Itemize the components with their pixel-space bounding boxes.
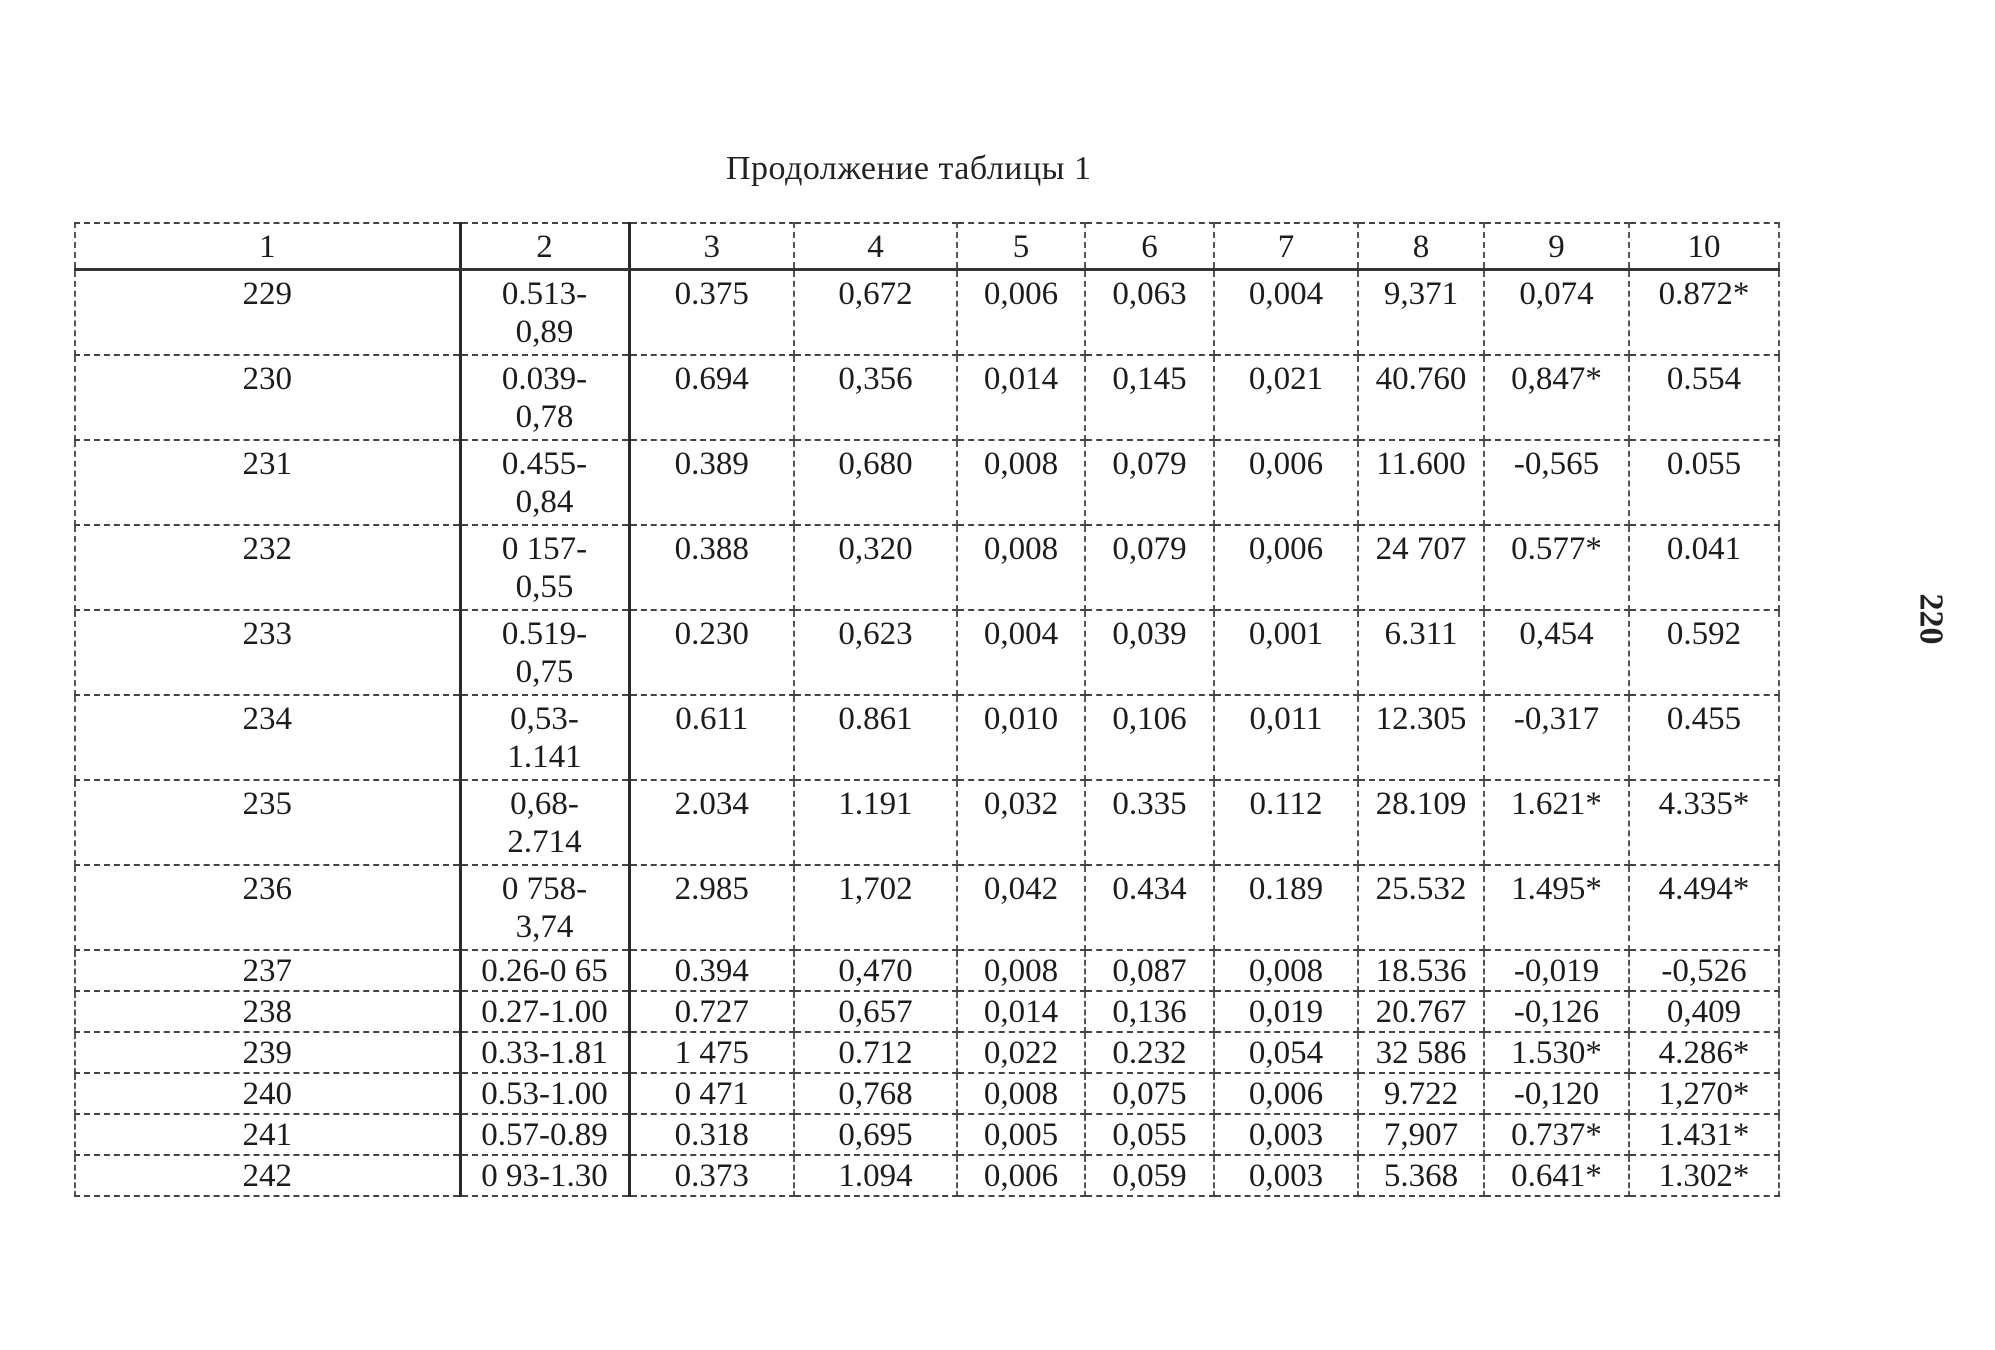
table-cell: 4.335* [1629,780,1779,865]
table-cell: 0 93-1.30 [460,1155,629,1196]
table-cell: 2.034 [629,780,794,865]
table-row [75,355,1779,440]
table-cell: 240 [75,1073,460,1114]
table-cell: 0.375 [629,270,794,356]
table-cell: 0,004 [1214,270,1358,356]
table-cell: 0,136 [1085,991,1214,1032]
table-row [75,865,1779,950]
header-cell: 6 [1085,223,1214,270]
table-cell: 0,075 [1085,1073,1214,1114]
table-cell: 0.57-0.89 [460,1114,629,1155]
header-cell: 5 [957,223,1085,270]
range-end: 1.141 [507,739,582,775]
table-cell: 0,011 [1214,695,1358,780]
table-row [75,1073,1779,1114]
table-cell: 1,270* [1629,1073,1779,1114]
table-cell: 0,145 [1085,355,1214,440]
table-cell: 0,042 [957,865,1085,950]
table-cell: 235 [75,780,460,865]
table-cell [460,270,629,356]
table-cell: 0,014 [957,355,1085,440]
table-cell: 0.041 [1629,525,1779,610]
table-cell: 0 471 [629,1073,794,1114]
table-cell: 0,039 [1085,610,1214,695]
table-cell: -0,317 [1484,695,1629,780]
table-row [75,780,1779,865]
table-cell [460,355,629,440]
range-end: 0,75 [515,654,574,690]
table-cell: 0.694 [629,355,794,440]
table-cell: 0,006 [957,1155,1085,1196]
range-end: 0,89 [515,314,574,350]
table-body [75,270,1779,1197]
table-cell: 0,054 [1214,1032,1358,1073]
table-cell: 0.394 [629,950,794,991]
table-cell: 0.230 [629,610,794,695]
range-end: 3,74 [515,909,574,945]
table-cell: 28.109 [1358,780,1484,865]
range-start: 0.513- [501,276,588,312]
table-cell: 236 [75,865,460,950]
table-row [75,1032,1779,1073]
table-cell: 0,672 [794,270,957,356]
table-cell: 0,032 [957,780,1085,865]
table-cell: 241 [75,1114,460,1155]
table-cell [460,525,629,610]
table-cell: 0,063 [1085,270,1214,356]
header-cell: 4 [794,223,957,270]
table-cell: 0,470 [794,950,957,991]
table-cell: 0,087 [1085,950,1214,991]
table-cell: 0.592 [1629,610,1779,695]
table-cell: 1.191 [794,780,957,865]
table-cell: 1.495* [1484,865,1629,950]
table-cell: 6.311 [1358,610,1484,695]
table-cell [460,695,629,780]
table-cell: 0.388 [629,525,794,610]
table-cell: 20.767 [1358,991,1484,1032]
table-cell: 0,004 [957,610,1085,695]
table-cell: 0.26-0 65 [460,950,629,991]
table-cell: 0,014 [957,991,1085,1032]
table-cell: 25.532 [1358,865,1484,950]
table-cell: 1 475 [629,1032,794,1073]
table-cell: 5.368 [1358,1155,1484,1196]
table-cell: 0.189 [1214,865,1358,950]
table-cell: 239 [75,1032,460,1073]
range-start: 0 157- [501,531,588,567]
table-cell: 0.434 [1085,865,1214,950]
table-cell: 0,768 [794,1073,957,1114]
table-cell: -0,526 [1629,950,1779,991]
header-cell: 3 [629,223,794,270]
table-row [75,525,1779,610]
range-start: 0.039- [501,361,588,397]
table-cell: 234 [75,695,460,780]
table-cell: 12.305 [1358,695,1484,780]
table-cell: 0,079 [1085,440,1214,525]
table-cell: 0.727 [629,991,794,1032]
header-cell: 8 [1358,223,1484,270]
page-number: 220 [1912,593,1950,645]
table-cell: 1,702 [794,865,957,950]
table-row [75,610,1779,695]
table-cell: 4.286* [1629,1032,1779,1073]
table-cell: 231 [75,440,460,525]
header-cell: 1 [75,223,460,270]
table-cell: 9.722 [1358,1073,1484,1114]
table-cell: 1.431* [1629,1114,1779,1155]
table-cell: 7,907 [1358,1114,1484,1155]
table-cell: 0.112 [1214,780,1358,865]
table-cell [460,780,629,865]
table-cell: 0,106 [1085,695,1214,780]
table-cell: 9,371 [1358,270,1484,356]
table-row [75,270,1779,356]
table-cell: 0.872* [1629,270,1779,356]
table-cell: 0,008 [957,525,1085,610]
table-cell: 0,019 [1214,991,1358,1032]
table-cell: 0.335 [1085,780,1214,865]
table-cell [460,440,629,525]
table-cell: 11.600 [1358,440,1484,525]
header-cell: 2 [460,223,629,270]
range-end: 0,78 [515,399,574,435]
table-cell: 0,001 [1214,610,1358,695]
table-cell: 1.530* [1484,1032,1629,1073]
table-cell: 0,022 [957,1032,1085,1073]
table-cell: -0,019 [1484,950,1629,991]
table-cell: 24 707 [1358,525,1484,610]
table-cell: 0,847* [1484,355,1629,440]
header-row [75,223,1779,270]
table-cell: 0.712 [794,1032,957,1073]
table-cell: 0,006 [1214,1073,1358,1114]
table-cell: 0,008 [957,440,1085,525]
table-cell: -0,565 [1484,440,1629,525]
table-row [75,991,1779,1032]
table-cell: 0.577* [1484,525,1629,610]
range-start: 0,53- [510,701,579,737]
table-cell: 0.737* [1484,1114,1629,1155]
table-cell: 2.985 [629,865,794,950]
table-cell: 0,695 [794,1114,957,1155]
table-cell: 0,356 [794,355,957,440]
table-row [75,950,1779,991]
table-cell: 0,006 [1214,440,1358,525]
table-cell: 0.389 [629,440,794,525]
table-cell: 0,320 [794,525,957,610]
range-end: 2.714 [507,824,582,860]
data-table [74,222,1780,1197]
table-cell: 0,074 [1484,270,1629,356]
table-cell: -0,120 [1484,1073,1629,1114]
table-cell: 0.055 [1629,440,1779,525]
table-cell: 0.373 [629,1155,794,1196]
table-cell: 230 [75,355,460,440]
range-start: 0.455- [501,446,588,482]
table-cell: 0,055 [1085,1114,1214,1155]
table-row [75,440,1779,525]
table-cell: 0,006 [1214,525,1358,610]
table-cell: 0.27-1.00 [460,991,629,1032]
table-cell: 0,003 [1214,1155,1358,1196]
table-cell: 0.455 [1629,695,1779,780]
table-cell: 0,005 [957,1114,1085,1155]
table-cell: 232 [75,525,460,610]
table-cell: 1.094 [794,1155,957,1196]
range-start: 0.519- [501,616,588,652]
table-cell [460,610,629,695]
table-cell: 32 586 [1358,1032,1484,1073]
table-cell: 242 [75,1155,460,1196]
table-row [75,1114,1779,1155]
table-cell: 0,454 [1484,610,1629,695]
range-start: 0,68- [510,786,579,822]
range-end: 0,55 [515,569,574,605]
table-cell: 0,003 [1214,1114,1358,1155]
table-cell: -0,126 [1484,991,1629,1032]
table-cell: 233 [75,610,460,695]
range-start: 0 758- [501,871,588,907]
table-cell: 1.302* [1629,1155,1779,1196]
table-cell: 0,008 [957,950,1085,991]
table-cell: 0.641* [1484,1155,1629,1196]
header-cell: 7 [1214,223,1358,270]
table-cell: 0,008 [957,1073,1085,1114]
table-cell: 0.53-1.00 [460,1073,629,1114]
header-cell: 10 [1629,223,1779,270]
table-cell: 0,657 [794,991,957,1032]
table-cell: 237 [75,950,460,991]
table-cell: 1.621* [1484,780,1629,865]
table-cell: 40.760 [1358,355,1484,440]
table-cell: 0.318 [629,1114,794,1155]
table-cell: 0,680 [794,440,957,525]
table-cell: 238 [75,991,460,1032]
table-cell [460,865,629,950]
table-cell: 0,409 [1629,991,1779,1032]
table-cell: 0,021 [1214,355,1358,440]
table-row [75,695,1779,780]
table-cell: 0.33-1.81 [460,1032,629,1073]
header-cell: 9 [1484,223,1629,270]
table-cell: 0,006 [957,270,1085,356]
table-cell: 0,008 [1214,950,1358,991]
table-cell: 4.494* [1629,865,1779,950]
table-cell: 0.554 [1629,355,1779,440]
table-caption: Продолжение таблицы 1 [726,150,1092,187]
table-cell: 0,623 [794,610,957,695]
table-cell: 0.611 [629,695,794,780]
table-cell: 0,079 [1085,525,1214,610]
table-cell: 0,010 [957,695,1085,780]
table-cell: 0.861 [794,695,957,780]
table-row [75,1155,1779,1196]
range-end: 0,84 [515,484,574,520]
table-cell: 0.232 [1085,1032,1214,1073]
table-cell: 0,059 [1085,1155,1214,1196]
table-cell: 18.536 [1358,950,1484,991]
table-cell: 229 [75,270,460,356]
